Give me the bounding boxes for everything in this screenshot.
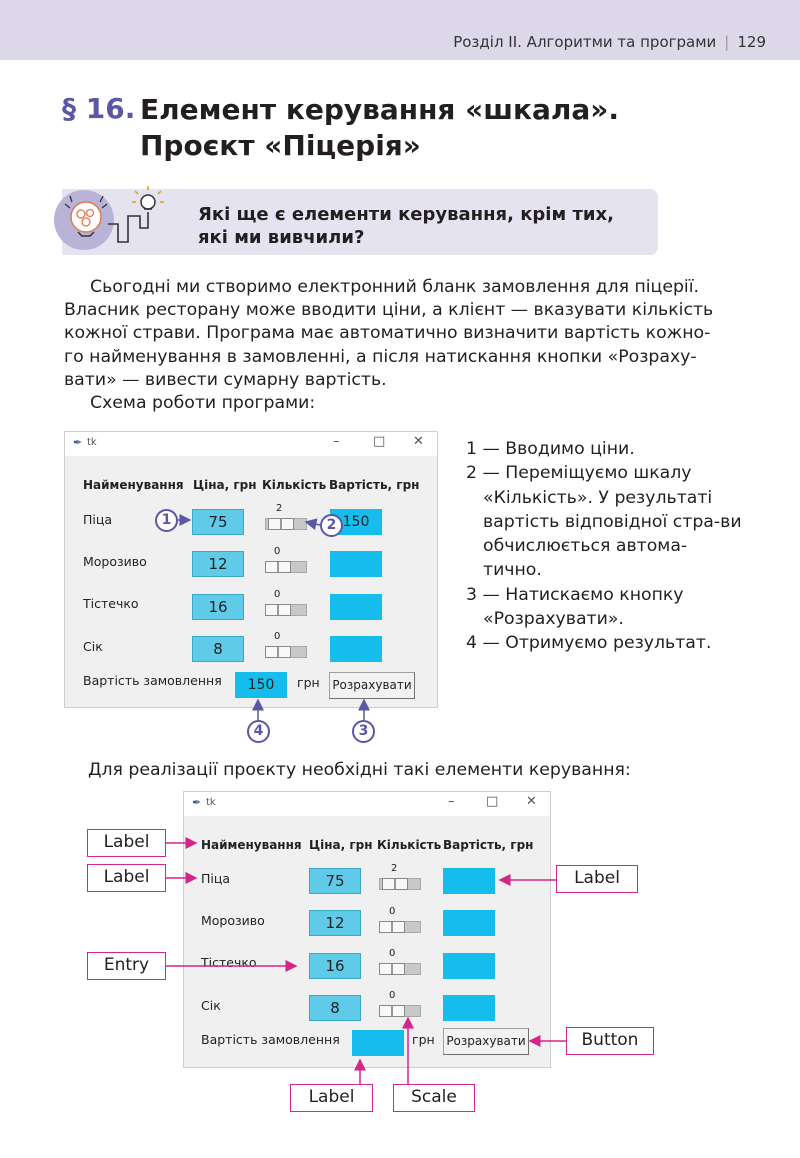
- header-price: Ціна, грн: [193, 478, 257, 492]
- price-entry[interactable]: 75: [309, 868, 361, 894]
- marker-3: 3: [352, 720, 375, 743]
- qty-scale-value: 0: [274, 631, 281, 642]
- callout-entry: Entry: [87, 952, 166, 980]
- intro-line: Сьогодні ми створимо електронний бланк замовлення для піцерії.: [90, 277, 700, 297]
- intro-line: вати» — вивести сумарну вартість.: [64, 369, 387, 390]
- item-name-label: Сік: [201, 998, 221, 1013]
- price-entry[interactable]: 12: [192, 551, 244, 577]
- order-total-value: 150: [235, 672, 287, 698]
- qty-scale-thumb[interactable]: [379, 1005, 405, 1017]
- item-name-label: Піца: [201, 871, 231, 886]
- cost-label: [330, 551, 382, 577]
- cost-label: [443, 995, 495, 1021]
- marker-1: 1: [155, 509, 178, 532]
- order-total-label: Вартість замовлення: [83, 673, 222, 688]
- price-entry[interactable]: 8: [192, 636, 244, 662]
- intro-line: кожної страви. Програма має автоматично визначити вартість кожно-: [64, 323, 711, 344]
- scheme-caption: Схема роботи програми:: [90, 393, 316, 414]
- calculate-button[interactable]: Розрахувати: [329, 672, 415, 699]
- price-entry[interactable]: 16: [309, 953, 361, 979]
- page-number: 129: [737, 33, 766, 51]
- qty-scale-value: 2: [276, 503, 283, 514]
- currency-label: грн: [297, 675, 320, 690]
- qty-scale-value: 0: [389, 948, 396, 959]
- price-entry[interactable]: 8: [309, 995, 361, 1021]
- question-line-2: які ми вивчили?: [198, 227, 365, 248]
- item-name-label: Морозиво: [83, 554, 147, 569]
- price-entry[interactable]: 16: [192, 594, 244, 620]
- qty-scale-thumb[interactable]: [382, 878, 408, 890]
- currency-label: грн: [412, 1032, 435, 1047]
- close-button[interactable]: ✕: [413, 434, 424, 449]
- tk-window-elements: [183, 791, 551, 1068]
- tk-window-scheme: [64, 431, 438, 708]
- step-item: 2 — Переміщуємо шкалу «Кількість». У результаті вартість відповідної стра-ви обчислюється автома-тично.: [466, 463, 742, 581]
- qty-scale-thumb[interactable]: [379, 921, 405, 933]
- qty-scale-thumb[interactable]: [265, 561, 291, 573]
- order-total-value: [352, 1030, 404, 1056]
- marker-4: 4: [247, 720, 270, 743]
- header-name: Найменування: [201, 838, 302, 852]
- header-qty: Кількість: [377, 838, 442, 852]
- intro-line: Власник ресторану може вводити ціни, а клієнт — вказувати кількість: [64, 300, 714, 321]
- header-price: Ціна, грн: [309, 838, 373, 852]
- intro-line: го найменування в замовленні, а після натискання кнопки «Розраху-: [64, 346, 697, 367]
- close-button[interactable]: ✕: [526, 794, 537, 809]
- feather-icon: ✒: [192, 796, 202, 809]
- running-head-section: Розділ II. Алгоритми та програми: [453, 33, 717, 51]
- callout-label-total: Label: [290, 1084, 373, 1112]
- calculate-button[interactable]: Розрахувати: [443, 1028, 529, 1055]
- window-titlebar: [65, 432, 437, 456]
- step-item: 3 — Натискаємо кнопку «Розрахувати».: [466, 584, 684, 630]
- section-title-line-2: Проєкт «Піцерія»: [140, 129, 421, 162]
- header-qty: Кількість: [262, 478, 327, 492]
- callout-label-row: Label: [87, 864, 166, 892]
- cost-label: [330, 636, 382, 662]
- marker-2: 2: [320, 514, 343, 537]
- qty-scale-value: 2: [391, 863, 398, 874]
- price-entry[interactable]: 12: [309, 910, 361, 936]
- window-title: tk: [87, 437, 97, 448]
- maximize-button[interactable]: □: [373, 434, 386, 449]
- cost-label: [443, 910, 495, 936]
- qty-scale-value: 0: [274, 546, 281, 557]
- order-total-label: Вартість замовлення: [201, 1032, 340, 1047]
- brain-lightbulb-icon: [48, 184, 168, 254]
- window-title: tk: [206, 797, 216, 808]
- running-head: [453, 33, 766, 51]
- question-text: [198, 203, 614, 249]
- header-name: Найменування: [83, 478, 184, 492]
- qty-scale-thumb[interactable]: [265, 604, 291, 616]
- step-item: 4 — Отримуємо результат.: [466, 633, 712, 654]
- step-item: 1 — Вводимо ціни.: [466, 439, 635, 459]
- question-line-1: Які ще є елементи керування, крім тих,: [198, 204, 614, 225]
- header-cost: Вартість, грн: [443, 838, 534, 852]
- section-title: [140, 92, 619, 164]
- price-entry[interactable]: 75: [192, 509, 244, 535]
- item-name-label: Піца: [83, 512, 113, 527]
- header-cost: Вартість, грн: [329, 478, 420, 492]
- callout-scale: Scale: [393, 1084, 475, 1112]
- elements-intro: Для реалізації проєкту необхідні такі елементи керування:: [88, 760, 631, 780]
- qty-scale-value: 0: [389, 990, 396, 1001]
- section-number: § 16.: [62, 92, 136, 125]
- cost-label: [443, 868, 495, 894]
- qty-scale-thumb[interactable]: [379, 963, 405, 975]
- minimize-button[interactable]: –: [448, 794, 455, 809]
- qty-scale-value: 0: [274, 589, 281, 600]
- qty-scale-thumb[interactable]: [268, 518, 294, 530]
- intro-paragraph: [64, 276, 732, 415]
- page-header-band: [0, 0, 800, 60]
- cost-label: [443, 953, 495, 979]
- cost-label: [330, 594, 382, 620]
- running-head-separator: |: [724, 33, 730, 51]
- maximize-button[interactable]: □: [486, 794, 499, 809]
- item-name-label: Сік: [83, 639, 103, 654]
- item-name-label: Морозиво: [201, 913, 265, 928]
- item-name-label: Тістечко: [83, 596, 139, 611]
- item-name-label: Тістечко: [201, 955, 257, 970]
- qty-scale-thumb[interactable]: [265, 646, 291, 658]
- callout-label-cost: Label: [556, 865, 638, 893]
- cost-label: 150: [330, 509, 382, 535]
- minimize-button[interactable]: –: [333, 434, 340, 449]
- callout-button: Button: [566, 1027, 654, 1055]
- section-title-line-1: Елемент керування «шкала».: [140, 93, 619, 126]
- steps-list: [466, 437, 746, 656]
- feather-icon: ✒: [73, 436, 83, 449]
- callout-label-header: Label: [87, 829, 166, 857]
- window-titlebar: [184, 792, 550, 816]
- qty-scale-value: 0: [389, 906, 396, 917]
